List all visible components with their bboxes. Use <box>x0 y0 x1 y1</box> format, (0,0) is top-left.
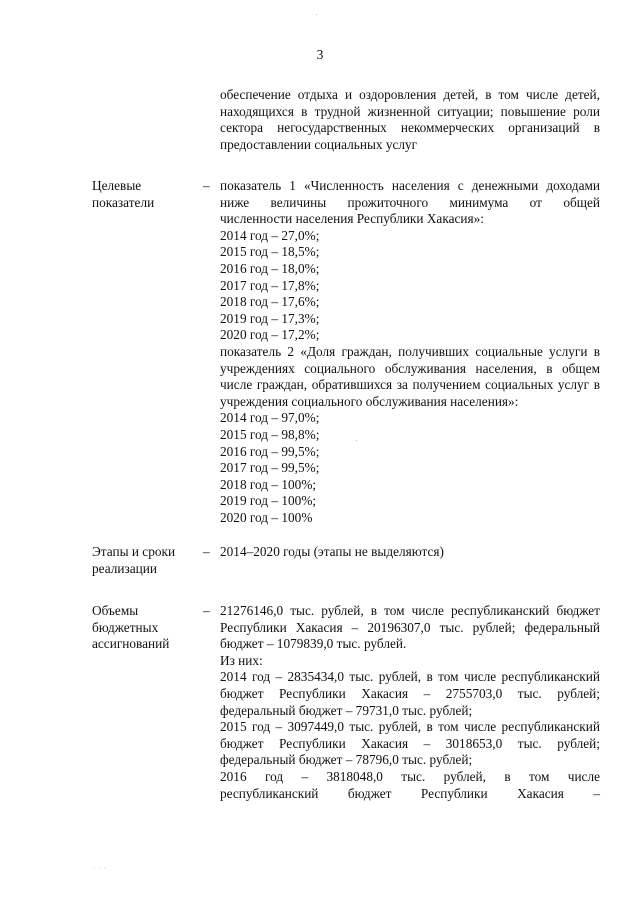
budget-content <box>220 603 600 802</box>
budget-year-partial: 2016 год – 3818048,0 тыс. рублей, в том числе <box>220 768 600 784</box>
indicator2-value: 2019 год – 100%; <box>220 493 317 509</box>
targets-label: Целевые показатели <box>92 178 155 210</box>
budget-from-them: Из них: <box>220 652 263 668</box>
indicator2-value: 2014 год – 97,0%; <box>220 410 320 426</box>
budget-year: 2014 год – 2835434,0 тыс. рублей, в том числе республиканский бюджет Республики Хакасия – 2755703,0 тыс. рублей; федеральный бюджет – 79731,0 тыс. рублей; <box>220 669 600 718</box>
indicator1-value: 2016 год – 18,0%; <box>220 260 320 276</box>
stages-content <box>220 544 600 561</box>
indicator1-value: 2018 год – 17,6%; <box>220 294 320 310</box>
indicator1-line: ниже величины прожиточного минимума от общей <box>220 194 600 210</box>
stages-label: Этапы и сроки реализации <box>92 544 176 576</box>
page-number: 3 <box>316 47 324 62</box>
indicator1-value: 2017 год – 17,8%; <box>220 277 320 293</box>
scan-speck <box>356 440 357 441</box>
budget-year-partial: республиканский бюджет Республики Хакасия – <box>220 785 600 801</box>
intro-paragraph: обеспечение отдыха и оздоровления детей, в том числе детей, находящихся в трудной жизненной ситуации; повышение роли сектора негосударственных некоммерческих организаций в предоставлении социальных услуг <box>220 87 600 152</box>
indicator2-value: 2018 год – 100%; <box>220 476 317 492</box>
indicator1-value: 2015 год – 18,5%; <box>220 244 320 260</box>
indicator2-value: 2015 год – 98,8%; <box>220 426 320 442</box>
indicator1-value: 2014 год – 27,0%; <box>220 227 320 243</box>
budget-dash: – <box>203 603 210 618</box>
indicator2-value: 2017 год – 99,5%; <box>220 460 320 476</box>
indicator1-line: показатель 1 «Численность населения с денежными доходами <box>220 178 600 193</box>
targets-dash: – <box>203 178 210 193</box>
stages-text: 2014–2020 годы (этапы не выделяются) <box>220 544 444 559</box>
budget-year: 2015 год – 3097449,0 тыс. рублей, в том числе республиканский бюджет Республики Хакасия – 3018653,0 тыс. рублей; федеральный бюджет – 78796,0 тыс. рублей; <box>220 719 600 768</box>
stages-dash: – <box>203 544 210 559</box>
targets-content <box>220 178 600 526</box>
indicator2-value: 2016 год – 99,5%; <box>220 443 320 459</box>
indicator1-line-last: численности населения Республики Хакасия»: <box>220 211 484 227</box>
scan-speck <box>316 14 317 15</box>
indicator1-value: 2019 год – 17,3%; <box>220 310 320 326</box>
indicator1-value: 2020 год – 17,2%; <box>220 327 320 343</box>
budget-label: Объемы бюджетных ассигнований <box>92 603 170 652</box>
budget-total: 21276146,0 тыс. рублей, в том числе республиканский бюджет Республики Хакасия – 20196307,0 тыс. рублей; федеральный бюджет – 1079839,0 тыс. рублей. <box>220 603 600 652</box>
indicator2-text: показатель 2 «Доля граждан, получивших социальные услуги в учреждениях социального обслуживания населения, в общем числе граждан, обратившихся за получением социальных услуг в учреждения социального обслуживания населения»: <box>220 343 600 409</box>
footer-scan-mark: · · · <box>93 866 107 872</box>
indicator2-value: 2020 год – 100% <box>220 509 313 525</box>
